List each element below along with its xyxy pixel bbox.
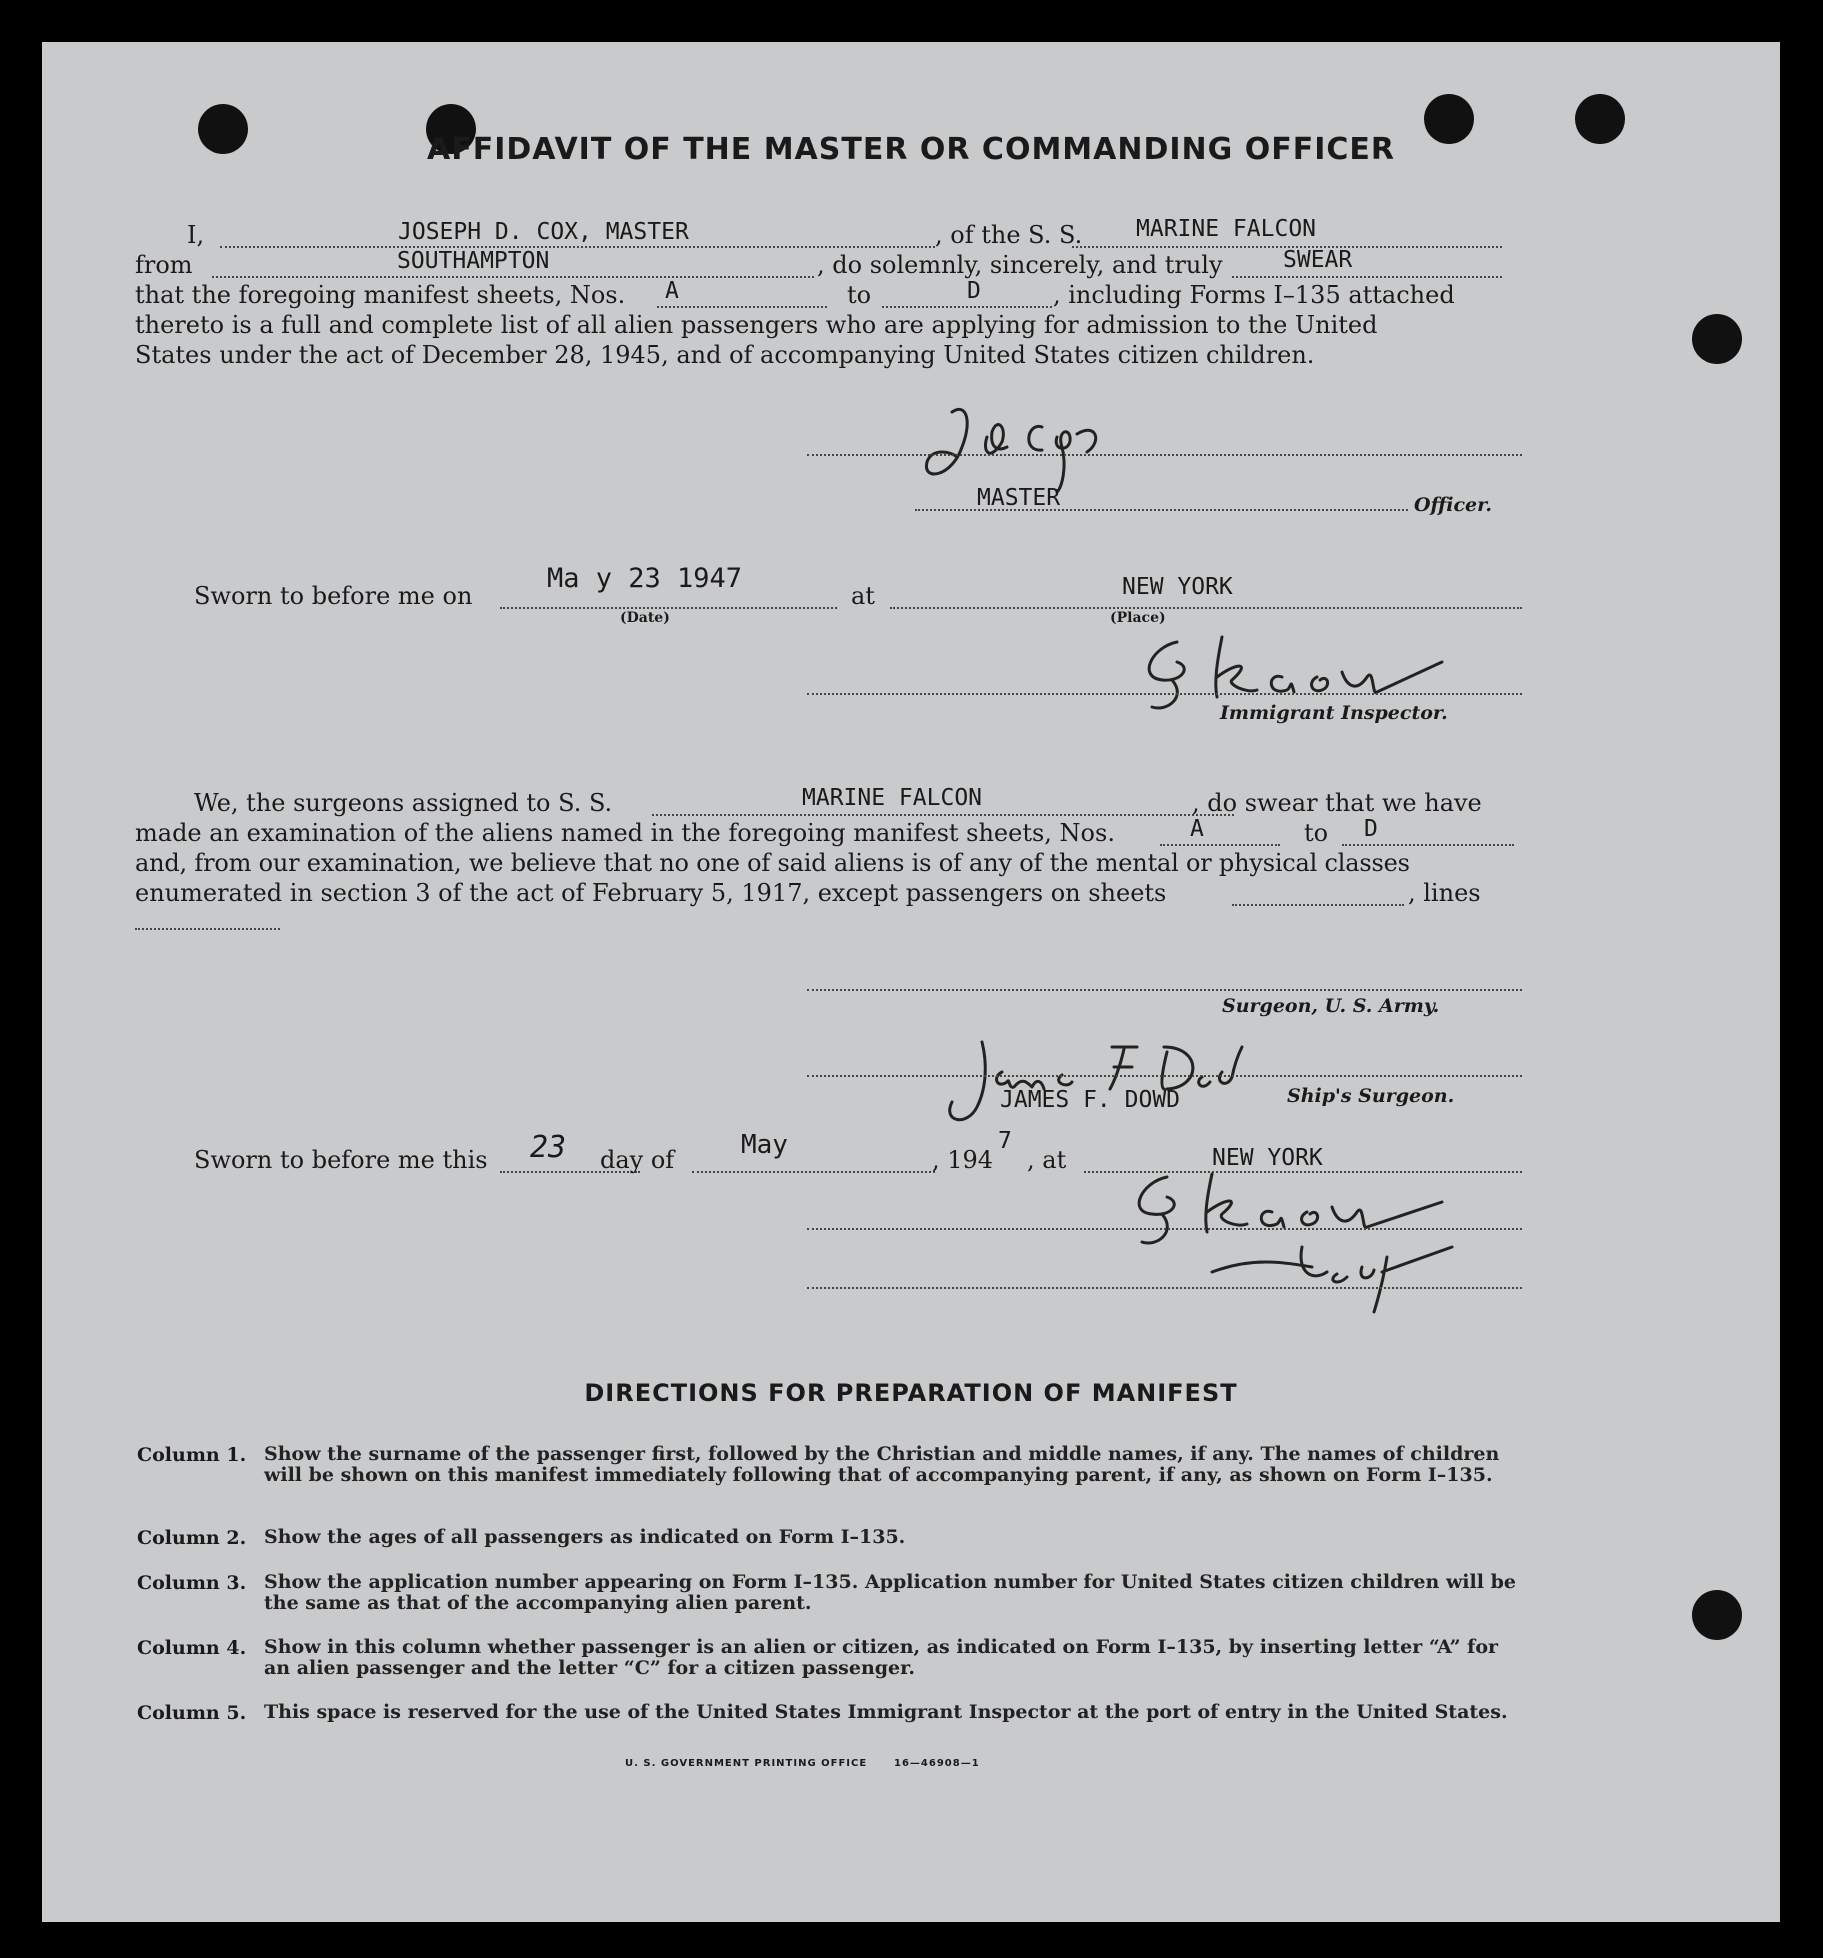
dotted-line	[1232, 904, 1404, 906]
dotted-line	[500, 607, 837, 609]
signature-line	[807, 1287, 1522, 1289]
text-at: at	[851, 582, 875, 610]
officer-title: MASTER	[977, 485, 1061, 511]
dotted-line	[220, 246, 935, 248]
text-line4b: , lines	[1408, 879, 1481, 907]
affidavit-page	[42, 42, 1780, 1922]
sheet-from: A	[665, 278, 679, 304]
surgeon-sheet-from: A	[1190, 816, 1204, 842]
text-to: to	[847, 281, 872, 309]
text-line4a: enumerated in section 3 of the act of February 5, 1917, except passengers on sheets	[135, 879, 1167, 907]
directions-title: DIRECTIONS FOR PREPARATION OF MANIFEST	[584, 1379, 1238, 1407]
text-sheets: that the foregoing manifest sheets, Nos.	[135, 281, 626, 309]
sheet-to: D	[967, 278, 981, 304]
sworn-surgeon-place: NEW YORK	[1212, 1145, 1323, 1171]
text-day-of: day of	[600, 1146, 675, 1174]
column-1-text: Show the surname of the passenger first, followed by the Christian and middle names, if any. The names of children will be shown on this manifest immediately following that of accompanying parent, if any, as shown on Form I–135.	[264, 1443, 1500, 1486]
text-of-ss: , of the S. S.	[935, 221, 1083, 249]
column-4-text: Show in this column whether passenger is an alien or citizen, as indicated on Form I–135, by inserting letter “A” for an alien passenger and the letter “C” for a citizen passenger.	[264, 1636, 1499, 1679]
dotted-line	[1160, 844, 1280, 846]
dotted-line	[890, 607, 1522, 609]
printer-imprint: U. S. GOVERNMENT PRINTING OFFICE	[625, 1758, 868, 1769]
text-line3: and, from our examination, we believe that no one of said aliens is of any of the mental or physical classes	[135, 849, 1410, 877]
text-year: , 194	[932, 1146, 994, 1174]
punch-hole	[1692, 1590, 1742, 1640]
dotted-line	[657, 306, 827, 308]
date-caption: (Date)	[620, 610, 670, 626]
signature-line	[807, 1075, 1522, 1077]
form-number: 16—46908—1	[894, 1758, 980, 1769]
inspector-caption: Immigrant Inspector.	[1220, 702, 1448, 724]
surgeon-ship-name: MARINE FALCON	[802, 785, 983, 811]
text-line5: States under the act of December 28, 1945, and of accompanying United States citizen children.	[135, 341, 1315, 369]
dotted-line	[915, 509, 1408, 511]
sworn-month: May	[741, 1130, 788, 1160]
ship-surgeon-caption: Ship's Surgeon.	[1287, 1085, 1455, 1107]
officer-caption: Officer.	[1414, 494, 1493, 516]
sworn-place: NEW YORK	[1122, 574, 1233, 600]
text-we: We, the surgeons assigned to S. S.	[194, 789, 613, 817]
ship-name: MARINE FALCON	[1136, 216, 1317, 242]
ship-surgeon-signature	[942, 1027, 1282, 1137]
text-swear: , do swear that we have	[1192, 789, 1482, 817]
column-5-text: This space is reserved for the use of the United States Immigrant Inspector at the port of entry in the United States.	[264, 1701, 1508, 1723]
dotted-line	[1232, 276, 1502, 278]
text-from: from	[135, 251, 193, 279]
text-sworn: Sworn to before me on	[194, 582, 473, 610]
from-port: SOUTHAMPTON	[397, 248, 550, 274]
column-5-label: Column 5.	[137, 1702, 247, 1724]
text-solemnly: , do solemnly, sincerely, and truly	[817, 251, 1223, 279]
dotted-line	[1342, 844, 1514, 846]
signature-line	[807, 693, 1522, 695]
text-including: , including Forms I–135 attached	[1053, 281, 1455, 309]
text-line4: thereto is a full and complete list of all alien passengers who are applying for admission to the United	[135, 311, 1378, 339]
army-surgeon-caption: Surgeon, U. S. Army.	[1222, 995, 1440, 1017]
sworn-day: 23	[530, 1130, 567, 1165]
column-4-label: Column 4.	[137, 1637, 247, 1659]
text-made: made an examination of the aliens named in the foregoing manifest sheets, Nos.	[135, 819, 1115, 847]
text-i: I,	[187, 221, 205, 249]
surgeon-sheet-to: D	[1364, 816, 1378, 842]
column-2-text: Show the ages of all passengers as indicated on Form I–135.	[264, 1526, 906, 1548]
dotted-line	[212, 276, 814, 278]
inspector-signature-2	[1112, 1162, 1552, 1322]
text-at: , at	[1027, 1146, 1067, 1174]
master-name: JOSEPH D. COX, MASTER	[398, 219, 689, 245]
signature-line	[807, 454, 1522, 456]
page-title: AFFIDAVIT OF THE MASTER OR COMMANDING OFFICER	[427, 132, 1395, 167]
column-3-label: Column 3.	[137, 1572, 247, 1594]
signature-line	[807, 989, 1522, 991]
year-digit: 7	[998, 1128, 1012, 1154]
dotted-line	[882, 306, 1052, 308]
signature-line	[807, 1228, 1522, 1230]
oath-word: SWEAR	[1283, 247, 1353, 273]
text-to: to	[1304, 819, 1329, 847]
place-caption: (Place)	[1110, 610, 1166, 626]
text-sworn-this: Sworn to before me this	[194, 1146, 488, 1174]
punch-hole	[1692, 314, 1742, 364]
dotted-line	[135, 928, 280, 930]
sworn-date: Ma y 23 1947	[547, 563, 743, 594]
ship-surgeon-name: JAMES F. DOWD	[1000, 1087, 1181, 1113]
column-2-label: Column 2.	[137, 1527, 247, 1549]
column-3-text: Show the application number appearing on Form I–135. Application number for United States citizen children will be the same as that of the accompanying alien parent.	[264, 1571, 1516, 1614]
column-1-label: Column 1.	[137, 1444, 247, 1466]
dotted-line	[692, 1171, 935, 1173]
dotted-line	[652, 814, 1234, 816]
